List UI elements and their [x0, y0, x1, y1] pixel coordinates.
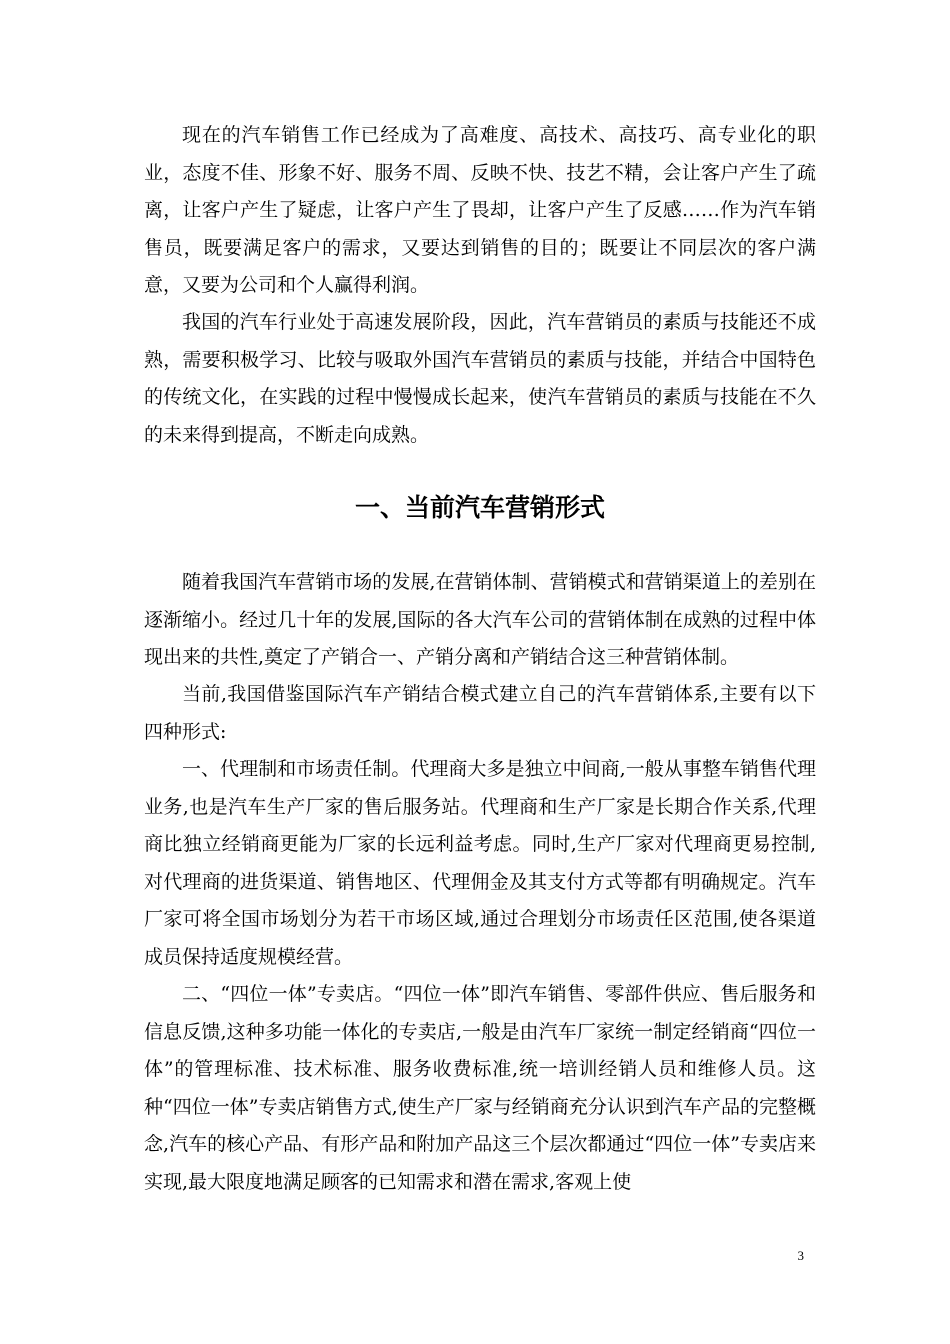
paragraph-four-forms: 当前,我国借鉴国际汽车产销结合模式建立自己的汽车营销体系,主要有以下四种形式:: [144, 683, 816, 743]
paragraph-intro-sales-work: 现在的汽车销售工作已经成为了高难度、高技术、高技巧、高专业化的职业，态度不佳、形象不好、服务不周、反映不快、技艺不精，会让客户产生了疏离，让客户产生了疑虑，让客户产生了畏却，让客户产生了反感……作为汽车销售员，既要满足客户的需求，又要达到销售的目的；既要让不同层次的客户满意，又要为公司和个人赢得利润。: [144, 124, 816, 296]
paragraph-agency-system: 一、代理制和市场责任制。代理商大多是独立中间商,一般从事整车销售代理业务,也是汽车生产厂家的售后服务站。代理商和生产厂家是长期合作关系,代理商比独立经销商更能为厂家的长远利益考虑。同时,生产厂家对代理商更易控制,对代理商的进货渠道、销售地区、代理佣金及其支付方式等都有明确规定。汽车厂家可将全国市场划分为若干市场区域,通过合理划分市场责任区范围,使各渠道成员保持适度规模经营。: [144, 758, 816, 968]
section-heading: 一、当前汽车营销形式: [354, 493, 605, 522]
page-number: 3: [797, 1248, 804, 1263]
paragraph-intro-industry: 我国的汽车行业处于高速发展阶段，因此，汽车营销员的素质与技能还不成熟，需要积极学习、比较与吸取外国汽车营销员的素质与技能，并结合中国特色的传统文化，在实践的过程中慢慢成长起来，使汽车营销员的素质与技能在不久的未来得到提高，不断走向成熟。: [144, 311, 816, 446]
paragraph-market-development: 随着我国汽车营销市场的发展,在营销体制、营销模式和营销渠道上的差别在逐渐缩小。经过几十年的发展,国际的各大汽车公司的营销体制在成熟的过程中体现出来的共性,奠定了产销合一、产销分离和产销结合这三种营销体制。: [144, 571, 816, 668]
paragraph-4s-store: 二、“四位一体”专卖店。“四位一体”即汽车销售、零部件供应、售后服务和信息反馈,这种多功能一体化的专卖店,一般是由汽车厂家统一制定经销商“四位一体”的管理标准、技术标准、服务收费标准,统一培训经销人员和维修人员。这种“四位一体”专卖店销售方式,使生产厂家与经销商充分认识到汽车产品的完整概念,汽车的核心产品、有形产品和附加产品这三个层次都通过“四位一体”专卖店来实现,最大限度地满足顾客的已知需求和潜在需求,客观上使: [144, 983, 816, 1193]
